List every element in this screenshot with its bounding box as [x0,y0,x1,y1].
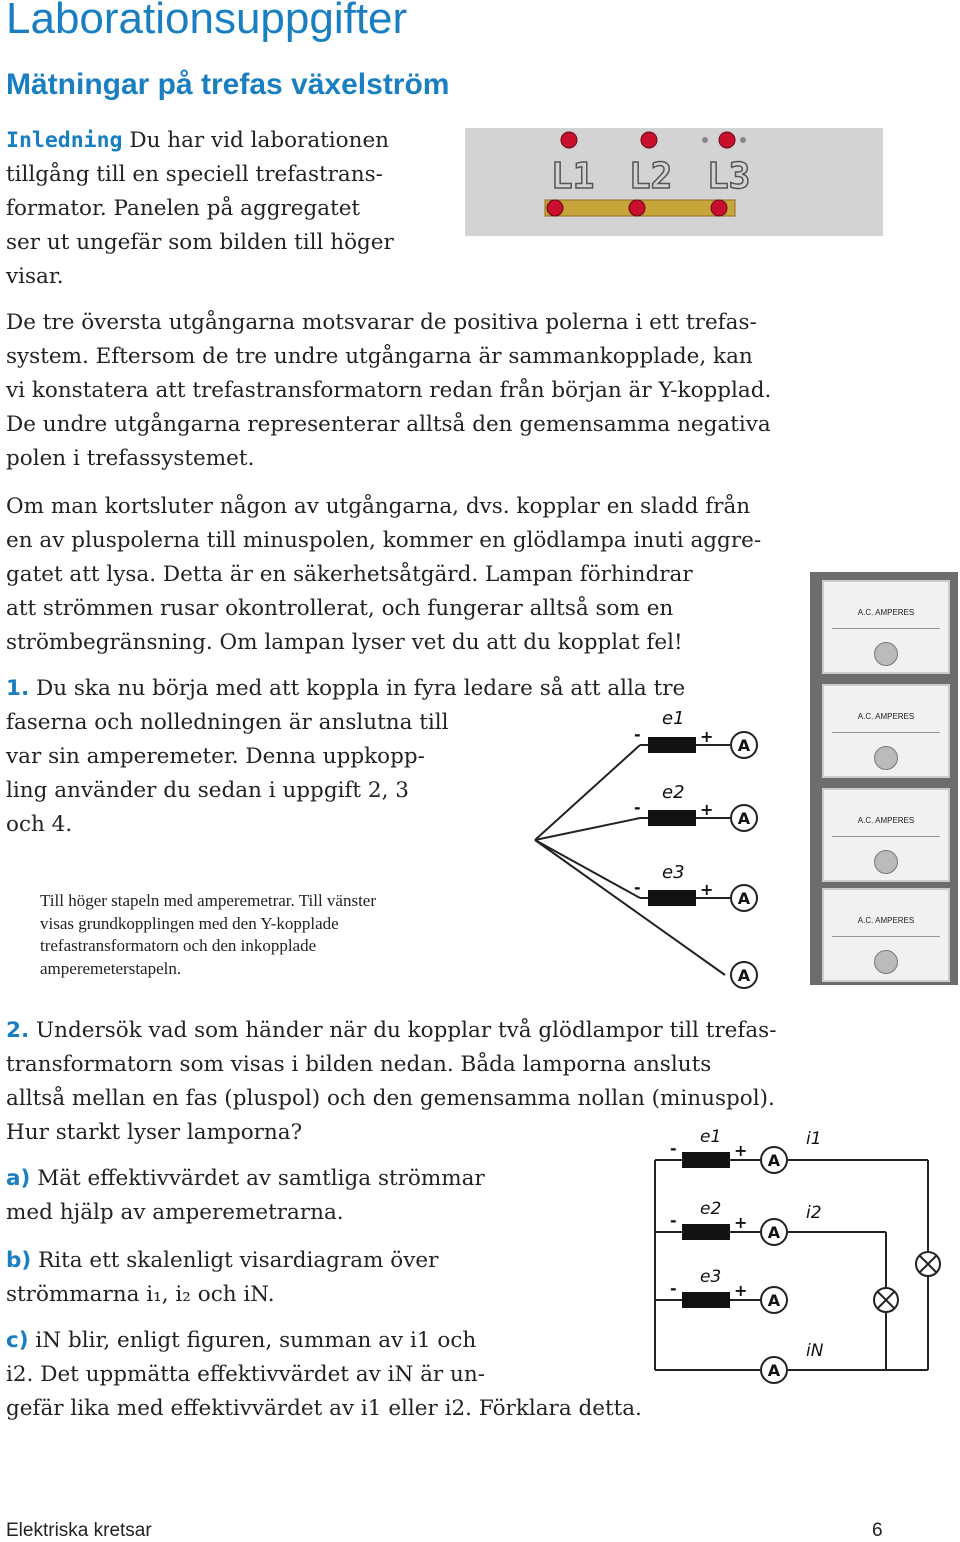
minus-sign: - [634,725,641,744]
footer-left: Elektriska kretsar [6,1520,152,1541]
intro-line: visar. [6,264,64,289]
text-line: strömbegränsning. Om lampan lyser vet du att du kopplat fel! [6,630,683,655]
figure-caption [40,890,510,980]
paragraph-shortcircuit [6,490,884,660]
text-line: transformatorn som visas i bilden nedan. Båda lamporna ansluts [6,1052,712,1077]
ammeter-label: A [767,1151,781,1170]
panel-label: L1 [551,156,595,197]
intro-lead: Inledning [6,128,123,153]
meter-scale-label: A.C. AMPERES [857,816,915,825]
meter-scale-label: A.C. AMPERES [857,712,915,721]
text-line: Hur starkt lyser lamporna? [6,1120,303,1145]
source-label: e3 [700,1267,722,1287]
panel-label: L3 [707,156,751,197]
ammeter-photo [822,684,950,778]
minus-sign: - [670,1211,677,1230]
current-label: i1 [806,1129,822,1149]
text-line: i2. Det uppmätta effektivvärdet av iN är un- [6,1362,485,1387]
ammeter-label: A [737,736,751,755]
minus-sign: - [634,798,641,817]
text-line: Du ska nu börja med att koppla in fyra ledare så att alla tre [35,676,686,701]
ammeter-label: A [737,966,751,985]
text-line: faserna och nolledningen är anslutna till [6,710,449,735]
ammeter-photo [822,888,950,982]
meter-scale-label: A.C. AMPERES [857,608,915,617]
task-2b [6,1244,540,1312]
text-line: system. Eftersom de tre undre utgångarna är sammankopplade, kan [6,344,753,369]
intro-line: formator. Panelen på aggregatet [6,196,361,221]
task-number: 2. [6,1018,30,1043]
page-subtitle: Mätningar på trefas växelström [6,68,450,101]
page-number: 6 [872,1520,883,1541]
source-label: e3 [662,862,685,883]
text-line: en av pluspolerna till minuspolen, kommer en glödlampa inuti aggre- [6,528,762,553]
task-number: 1. [6,676,30,701]
text-line: var sin amperemeter. Denna uppkopp- [6,744,425,769]
panel-label: L2 [629,156,673,197]
meter-scale-label: A.C. AMPERES [857,916,915,925]
paragraph-ycoupling [6,306,884,476]
text-line: Mät effektivvärdet av samtliga strömmar [37,1166,485,1191]
subtask-label: b) [6,1248,32,1273]
plus-sign: + [734,1281,748,1300]
ammeter-photo [822,788,950,882]
caption-line: visas grundkopplingen med den Y-kopplade [40,913,339,933]
ammeter-label: A [767,1223,781,1242]
intro-paragraph [6,124,444,294]
plus-sign: + [700,727,714,746]
text-line: strömmarna i₁, i₂ och iN. [6,1282,275,1307]
caption-line: trefastransformatorn och den inkopplade [40,936,317,955]
source-label: e1 [662,708,685,729]
intro-line: Du har vid laborationen [129,128,390,153]
intro-line: tillgång till en speciell trefastrans- [6,162,383,187]
intro-line: ser ut ungefär som bilden till höger [6,230,394,255]
text-line: alltså mellan en fas (pluspol) och den gemensamma nollan (minuspol). [6,1086,775,1111]
text-line: med hjälp av amperemetrarna. [6,1200,344,1225]
ammeter-label: A [737,809,751,828]
text-line: och 4. [6,812,73,837]
source-label: e1 [700,1127,722,1147]
minus-sign: - [670,1279,677,1298]
current-label: iN [806,1341,824,1361]
ammeter-photo [822,580,950,674]
plus-sign: + [700,800,714,819]
text-line: gatet att lysa. Detta är en säkerhetsåtgärd. Lampan förhindrar [6,562,693,587]
caption-line: amperemeterstapeln. [40,958,182,978]
ammeter-label: A [767,1361,781,1380]
text-line: att strömmen rusar okontrollerat, och fungerar alltså som en [6,596,674,621]
current-label: i2 [806,1203,822,1223]
ammeter-stack-photo [810,572,958,985]
minus-sign: - [670,1139,677,1158]
plus-sign: + [734,1141,748,1160]
plus-sign: + [700,880,714,899]
panel-photo [465,128,883,236]
text-line: iN blir, enligt figuren, summan av i1 och [35,1328,477,1353]
ammeter-label: A [767,1291,781,1310]
plus-sign: + [734,1213,748,1232]
source-label: e2 [662,782,685,803]
text-line: De undre utgångarna representerar alltså den gemensamma negativa [6,412,771,437]
subtask-label: c) [6,1328,29,1353]
source-label: e2 [700,1199,722,1219]
text-line: De tre översta utgångarna motsvarar de positiva polerna i ett trefas- [6,310,757,335]
text-line: Om man kortsluter någon av utgångarna, dvs. kopplar en sladd från [6,494,751,519]
text-line: gefär lika med effektivvärdet av i1 eller i2. Förklara detta. [6,1396,642,1421]
page-title: Laborationsuppgifter [6,0,408,43]
text-line: polen i trefassystemet. [6,446,255,471]
ammeter-label: A [737,889,751,908]
minus-sign: - [634,878,641,897]
text-line: Rita ett skalenligt visardiagram över [38,1248,439,1273]
text-line: ling använder du sedan i uppgift 2, 3 [6,778,409,803]
circuit-diagram-1 [520,700,790,990]
text-line: Undersök vad som händer när du kopplar två glödlampor till trefas- [35,1018,777,1043]
text-line: vi konstatera att trefastransformatorn redan från början är Y-kopplad. [6,378,772,403]
circuit-diagram-2 [610,1120,950,1390]
caption-line: Till höger stapeln med amperemetrar. Till vänster [40,891,377,910]
subtask-label: a) [6,1166,31,1191]
task-2a [6,1162,556,1230]
